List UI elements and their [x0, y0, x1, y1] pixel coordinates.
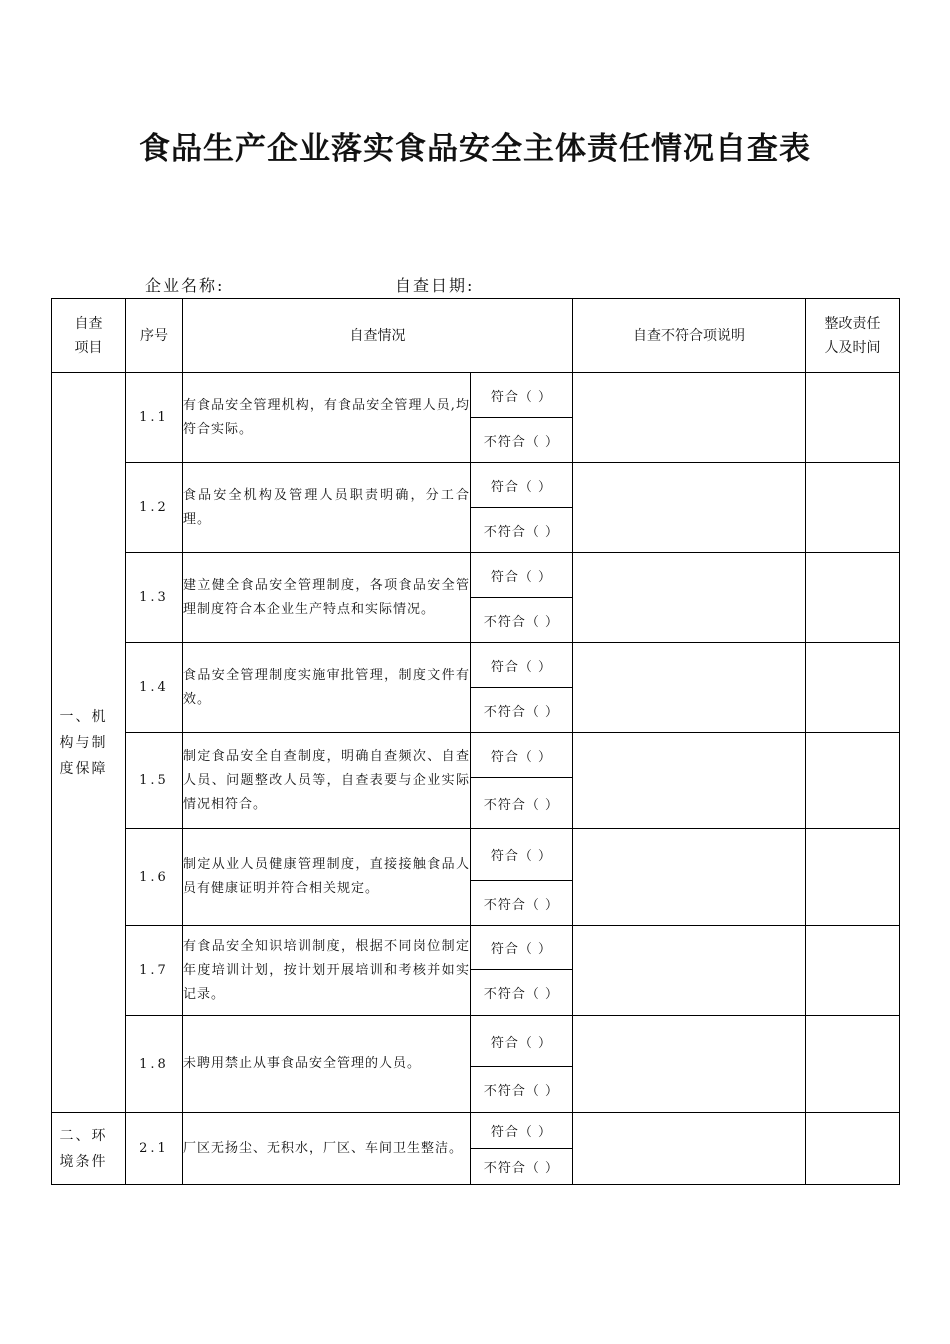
- nonconform-note-cell[interactable]: [573, 1113, 806, 1185]
- nonconform-option[interactable]: 不符合（ ）: [471, 970, 573, 1016]
- responsible-cell[interactable]: [806, 926, 900, 1016]
- situation-text: 有食品安全知识培训制度，根据不同岗位制定年度培训计划，按计划开展培训和考核并如实记录。: [183, 926, 471, 1016]
- nonconform-option[interactable]: 不符合（ ）: [471, 688, 573, 733]
- responsible-cell[interactable]: [806, 733, 900, 829]
- header-nonconform: 自查不符合项说明: [573, 299, 806, 373]
- category-label: 二、环境条件: [59, 1127, 108, 1170]
- table-body: [52, 373, 900, 1185]
- seq-cell: 1.7: [126, 926, 183, 1016]
- conform-option[interactable]: 符合（ ）: [471, 1016, 573, 1067]
- header-seq: 序号: [126, 299, 183, 373]
- nonconform-note-cell[interactable]: [573, 926, 806, 1016]
- conform-option[interactable]: 符合（ ）: [471, 733, 573, 778]
- situation-text: 厂区无扬尘、无积水，厂区、车间卫生整洁。: [183, 1113, 471, 1185]
- responsible-cell[interactable]: [806, 643, 900, 733]
- document-title: 食品生产企业落实食品安全主体责任情况自查表: [139, 131, 811, 167]
- conform-option[interactable]: 符合（ ）: [471, 926, 573, 970]
- situation-text: 食品安全机构及管理人员职责明确，分工合理。: [183, 463, 471, 553]
- responsible-cell[interactable]: [806, 829, 900, 926]
- nonconform-note-cell[interactable]: [573, 1016, 806, 1113]
- responsible-cell[interactable]: [806, 1113, 900, 1185]
- nonconform-option[interactable]: 不符合（ ）: [471, 881, 573, 926]
- nonconform-note-cell[interactable]: [573, 733, 806, 829]
- seq-cell: 1.6: [126, 829, 183, 926]
- nonconform-note-cell[interactable]: [573, 829, 806, 926]
- situation-text: 有食品安全管理机构，有食品安全管理人员,均符合实际。: [183, 373, 471, 463]
- conform-option[interactable]: 符合（ ）: [471, 463, 573, 508]
- conform-option[interactable]: 符合（ ）: [471, 553, 573, 598]
- category-cell: [52, 1113, 126, 1185]
- responsible-cell[interactable]: [806, 553, 900, 643]
- seq-cell: 1.4: [126, 643, 183, 733]
- conform-option[interactable]: 符合（ ）: [471, 643, 573, 688]
- responsible-cell[interactable]: [806, 463, 900, 553]
- nonconform-option[interactable]: 不符合（ ）: [471, 1067, 573, 1113]
- nonconform-option[interactable]: 不符合（ ）: [471, 778, 573, 829]
- seq-cell: 1.1: [126, 373, 183, 463]
- situation-text: 食品安全管理制度实施审批管理，制度文件有效。: [183, 643, 471, 733]
- responsible-cell[interactable]: [806, 373, 900, 463]
- header-category: 自查项目: [52, 299, 126, 373]
- nonconform-note-cell[interactable]: [573, 643, 806, 733]
- nonconform-note-cell[interactable]: [573, 553, 806, 643]
- nonconform-note-cell[interactable]: [573, 373, 806, 463]
- header-responsible: 整改责任人及时间: [806, 299, 900, 373]
- conform-option[interactable]: 符合（ ）: [471, 373, 573, 418]
- seq-cell: 1.2: [126, 463, 183, 553]
- header-situation: 自查情况: [183, 299, 573, 373]
- nonconform-note-cell[interactable]: [573, 463, 806, 553]
- check-date-label: 自查日期:: [395, 276, 475, 295]
- responsible-cell[interactable]: [806, 1016, 900, 1113]
- self-check-table: [51, 298, 900, 1185]
- category-label: 一、机构与制度保障: [59, 708, 108, 777]
- seq-cell: 1.3: [126, 553, 183, 643]
- situation-text: 制定食品安全自查制度，明确自查频次、自查人员、问题整改人员等，自查表要与企业实际情况相符合。: [183, 733, 471, 829]
- situation-text: 建立健全食品安全管理制度，各项食品安全管理制度符合本企业生产特点和实际情况。: [183, 553, 471, 643]
- nonconform-option[interactable]: 不符合（ ）: [471, 508, 573, 553]
- category-cell: [52, 373, 126, 1113]
- nonconform-option[interactable]: 不符合（ ）: [471, 598, 573, 643]
- nonconform-option[interactable]: 不符合（ ）: [471, 418, 573, 463]
- situation-text: 制定从业人员健康管理制度，直接接触食品人员有健康证明并符合相关规定。: [183, 829, 471, 926]
- conform-option[interactable]: 符合（ ）: [471, 829, 573, 881]
- nonconform-option[interactable]: 不符合（ ）: [471, 1149, 573, 1185]
- seq-cell: 2.1: [126, 1113, 183, 1185]
- situation-text: 未聘用禁止从事食品安全管理的人员。: [183, 1016, 471, 1113]
- seq-cell: 1.8: [126, 1016, 183, 1113]
- company-name-label: 企业名称:: [145, 276, 225, 295]
- conform-option[interactable]: 符合（ ）: [471, 1113, 573, 1149]
- seq-cell: 1.5: [126, 733, 183, 829]
